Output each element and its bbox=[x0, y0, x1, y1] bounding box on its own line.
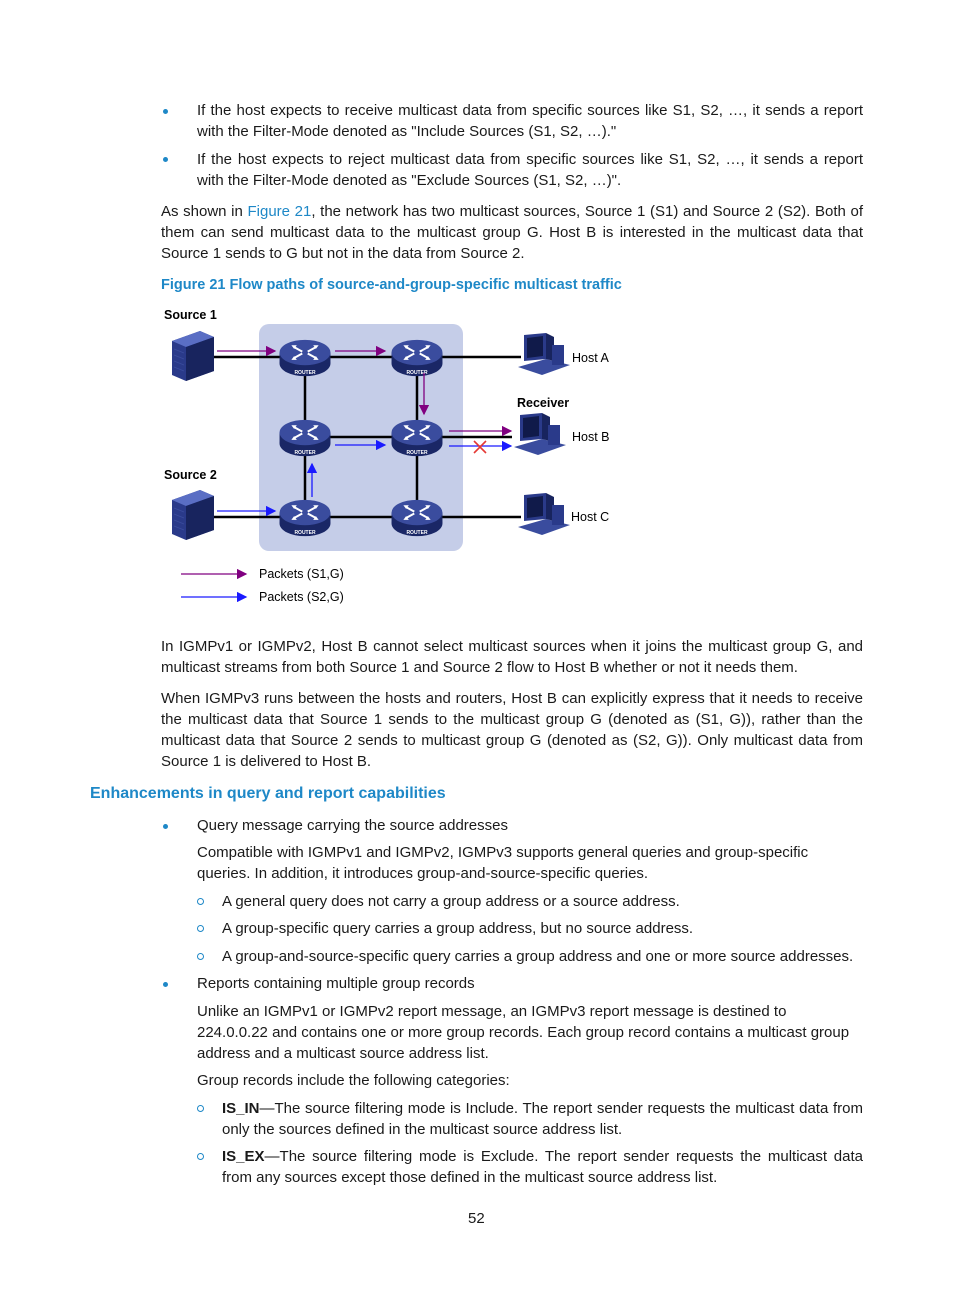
record-is-in bbox=[222, 1098, 863, 1140]
report-description: Unlike an IGMPv1 or IGMPv2 report message, an IGMPv3 report message is destined to 224.0.0.22 and contains one or more group records. Each group record contains a multicast group address and a multicast source address list. bbox=[197, 1003, 850, 1062]
term-is-in: IS_IN bbox=[222, 1100, 260, 1117]
record-is-ex bbox=[222, 1146, 863, 1188]
bullet-dot bbox=[163, 157, 168, 162]
sub-bullet-ring bbox=[197, 925, 204, 932]
group-records-intro: Group records include the following categories: bbox=[197, 1072, 510, 1089]
bullet-dot bbox=[163, 109, 168, 114]
legend-s1-label: Packets (S1,G) bbox=[259, 567, 344, 581]
blocked-cross-icon bbox=[474, 441, 486, 453]
svg-text:ROUTER: ROUTER bbox=[294, 450, 316, 456]
igmpv3-paragraph: When IGMPv3 runs between the hosts and routers, Host B can explicitly express that it needs to receive the multicast data that Source 1 sends to the multicast group G (denoted as (S1, G)), rather than the multicast data that Source 2 sends to multicast group G (denoted as (S2, G)). Only multicast data from Source 1 is delivered to Host B. bbox=[161, 690, 863, 770]
intro-prefix: As shown in bbox=[161, 203, 248, 220]
sub-bullet-ring bbox=[197, 898, 204, 905]
router-r3 bbox=[280, 420, 331, 456]
term-is-ex: IS_EX bbox=[222, 1148, 265, 1165]
query-sub-general: A general query does not carry a group address or a source address. bbox=[222, 893, 680, 910]
receiver-label: Receiver bbox=[517, 396, 570, 410]
host-a-label: Host A bbox=[572, 351, 609, 365]
query-bullet: Query message carrying the source addresses bbox=[197, 817, 508, 834]
figure-21-link[interactable]: Figure 21 bbox=[247, 203, 312, 220]
host-c-pc-icon bbox=[518, 493, 570, 535]
router-r6 bbox=[392, 500, 443, 536]
sub-bullet-ring bbox=[197, 953, 204, 960]
multicast-flow-diagram bbox=[0, 300, 954, 620]
bullet-exclude-sources: If the host expects to reject multicast data from specific sources like S1, S2, …, it sends a report with the Filter-Mode denoted as "Exclude Sources (S1, S2, …)". bbox=[197, 151, 863, 189]
sub-bullet-ring bbox=[197, 1105, 204, 1112]
sub-bullet-ring bbox=[197, 1153, 204, 1160]
source2-label: Source 2 bbox=[164, 468, 217, 482]
legend-s2-label: Packets (S2,G) bbox=[259, 590, 344, 604]
page-number: 52 bbox=[468, 1210, 485, 1227]
report-bullet: Reports containing multiple group records bbox=[197, 975, 475, 992]
svg-text:ROUTER: ROUTER bbox=[406, 370, 428, 376]
igmpv12-paragraph: In IGMPv1 or IGMPv2, Host B cannot select multicast sources when it joins the multicast group G, and multicast streams from both Source 1 and Source 2 flow to Host B whether or not it needs them. bbox=[161, 638, 863, 676]
svg-text:ROUTER: ROUTER bbox=[294, 370, 316, 376]
host-b-label: Host B bbox=[572, 430, 610, 444]
router-r4 bbox=[392, 420, 443, 456]
svg-text:ROUTER: ROUTER bbox=[406, 450, 428, 456]
query-sub-group-specific: A group-specific query carries a group address, but no source address. bbox=[222, 920, 694, 937]
section-heading: Enhancements in query and report capabilities bbox=[90, 785, 446, 802]
source2-server-icon bbox=[172, 490, 214, 540]
host-c-label: Host C bbox=[571, 510, 610, 524]
query-description: Compatible with IGMPv1 and IGMPv2, IGMPv3 supports general queries and group-specific queries. In addition, it introduces group-and-source-specific queries. bbox=[197, 844, 809, 882]
intro-suffix: , the network has two multicast sources, Source 1 (S1) and Source 2 (S2). Both of them can send multicast data to the multicast group G. Host B is interested in the multicast data that Source 1 sends to G but not in the data from Source 2. bbox=[161, 203, 863, 262]
source1-server-icon bbox=[172, 331, 214, 381]
query-sub-group-and-source: A group-and-source-specific query carries a group address and one or more source addresses. bbox=[222, 948, 854, 965]
bullet-dot bbox=[163, 824, 168, 829]
host-a-pc-icon bbox=[518, 333, 570, 375]
bullet-include-sources: If the host expects to receive multicast data from specific sources like S1, S2, …, it sends a report with the Filter-Mode denoted as "Include Sources (S1, S2, …)." bbox=[197, 102, 863, 140]
svg-text:ROUTER: ROUTER bbox=[406, 530, 428, 536]
source1-label: Source 1 bbox=[164, 308, 217, 322]
intro-paragraph bbox=[161, 201, 863, 264]
router-r2 bbox=[392, 340, 443, 376]
router-r5 bbox=[280, 500, 331, 536]
figure-caption: Figure 21 Flow paths of source-and-group-specific multicast traffic bbox=[161, 277, 622, 293]
router-r1 bbox=[280, 340, 331, 376]
bullet-dot bbox=[163, 982, 168, 987]
svg-text:ROUTER: ROUTER bbox=[294, 530, 316, 536]
term-is-in-text: —The source filtering mode is Include. The report sender requests the multicast data from only the sources defined in the multicast source address list. bbox=[222, 1100, 863, 1138]
term-is-ex-text: —The source filtering mode is Exclude. The report sender requests the multicast data from any sources except those defined in the multicast source address list. bbox=[222, 1148, 863, 1186]
host-b-pc-icon bbox=[514, 413, 566, 455]
